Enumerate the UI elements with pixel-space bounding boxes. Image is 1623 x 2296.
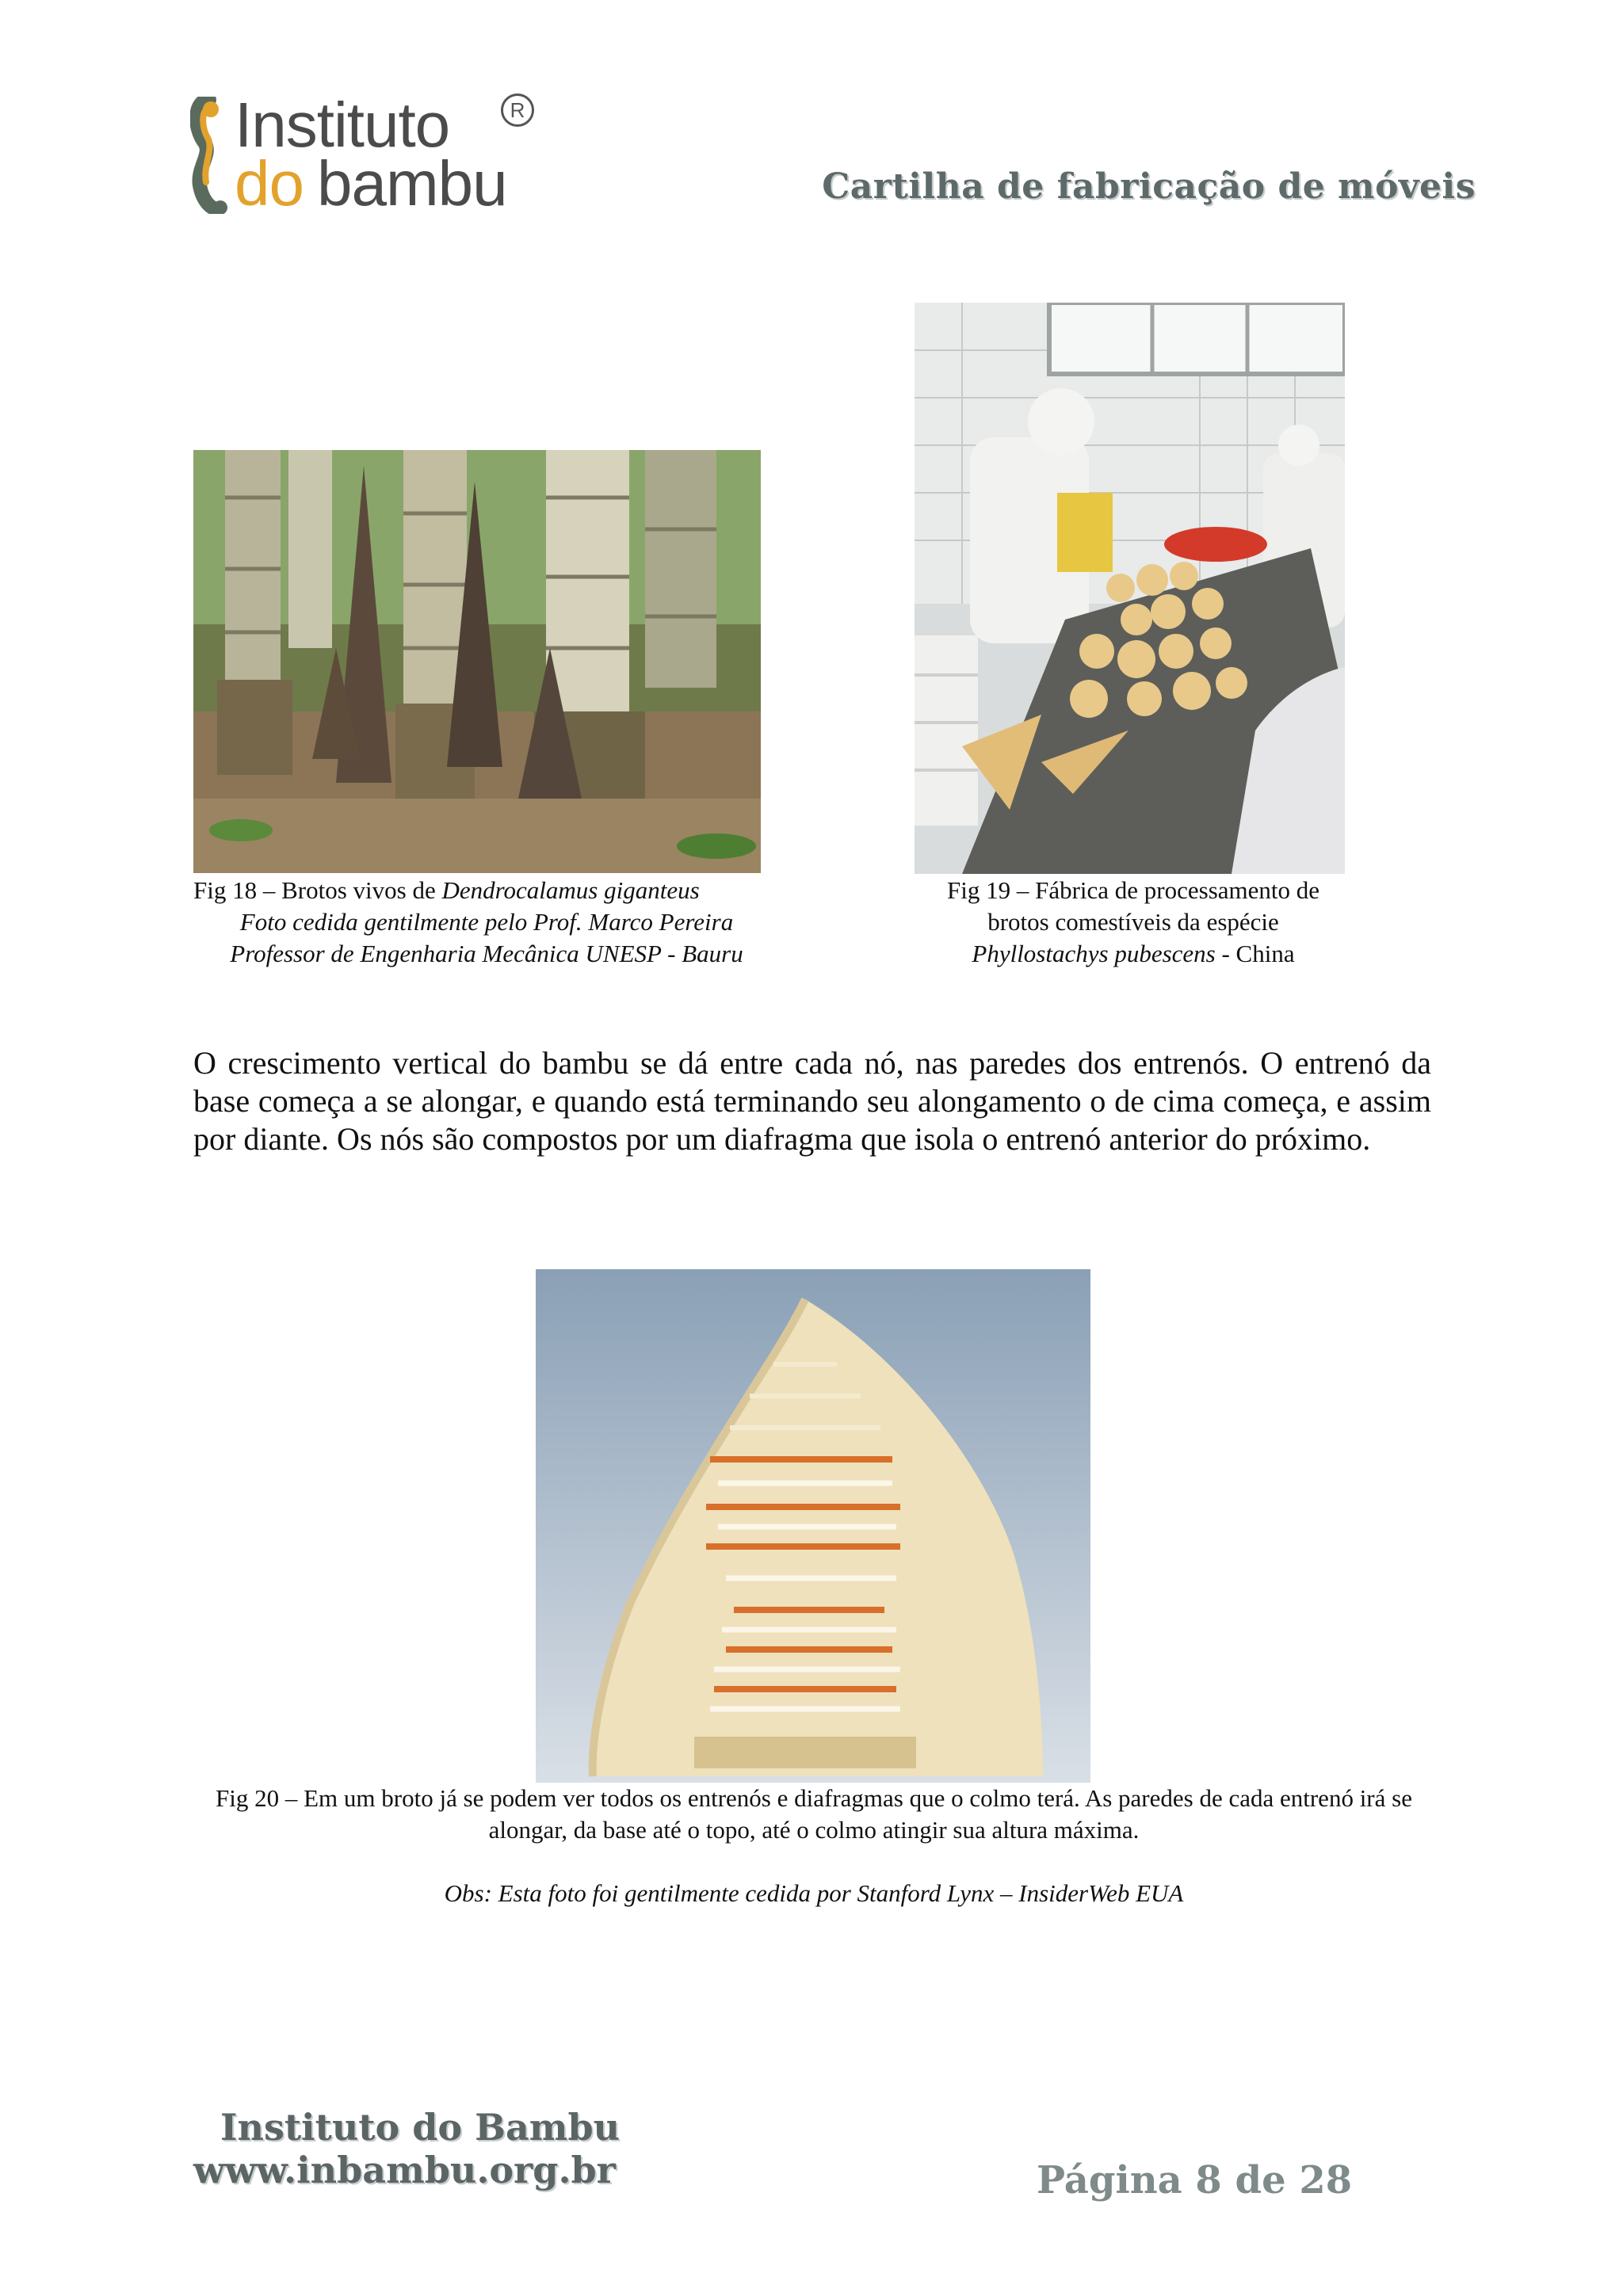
registered-mark: R [501,93,534,127]
fig20-cut-bamboo-shoot-photo [536,1269,1090,1783]
fig19-processing-factory-photo [915,303,1345,874]
fig19-caption-suffix: - China [1215,940,1295,967]
bamboo-logo-icon [190,97,228,214]
fig19-caption-line2: brotos comestíveis da espécie [987,908,1279,936]
document-title: Cartilha de fabricação de móveis [822,166,1476,207]
logo-text-do: do [235,148,304,219]
fig18-caption [193,875,780,970]
fig19-caption-line1: Fig 19 – Fábrica de processamento de [946,876,1320,904]
institute-logo [190,90,539,220]
footer-website-link[interactable]: www.inbambu.org.br [193,2149,616,2191]
fig18-bamboo-shoots-photo [193,450,761,873]
fig18-species-name: Dendrocalamus giganteus [441,876,700,904]
logo-text-bambu: bambu [317,148,507,219]
fig20-caption: Fig 20 – Em um broto já se podem ver todos os entrenós e diafragmas que o colmo terá. As paredes de cada entrenó irá se alongar, da base até o topo, até o colmo atingir sua altura máxima. [216,1784,1412,1844]
fig20-photo-credit-note: Obs: Esta foto foi gentilmente cedida por Stanford Lynx – InsiderWeb EUA [444,1879,1184,1907]
page-number: Página 8 de 28 [1037,2158,1353,2203]
footer-org-name: Instituto do Bambu [220,2106,621,2149]
body-paragraph: O crescimento vertical do bambu se dá entre cada nó, nas paredes dos entrenós. O entrenó da base começa a se alongar, e quando está terminando seu alongamento o de cima começa, e assim por diante. Os nós são compostos por um diafragma que isola o entrenó anterior do próximo. [193,1045,1431,1157]
fig18-photo-credit-affiliation: Professor de Engenharia Mecânica UNESP - Bauru [230,940,743,967]
fig18-photo-credit: Foto cedida gentilmente pelo Prof. Marco Pereira [239,908,734,936]
fig18-caption-prefix: Fig 18 – Brotos vivos de [193,876,442,904]
logo-text-instituto: Instituto [235,90,450,160]
fig19-species-name: Phyllostachys pubescens [972,940,1216,967]
fig19-caption [888,875,1379,970]
